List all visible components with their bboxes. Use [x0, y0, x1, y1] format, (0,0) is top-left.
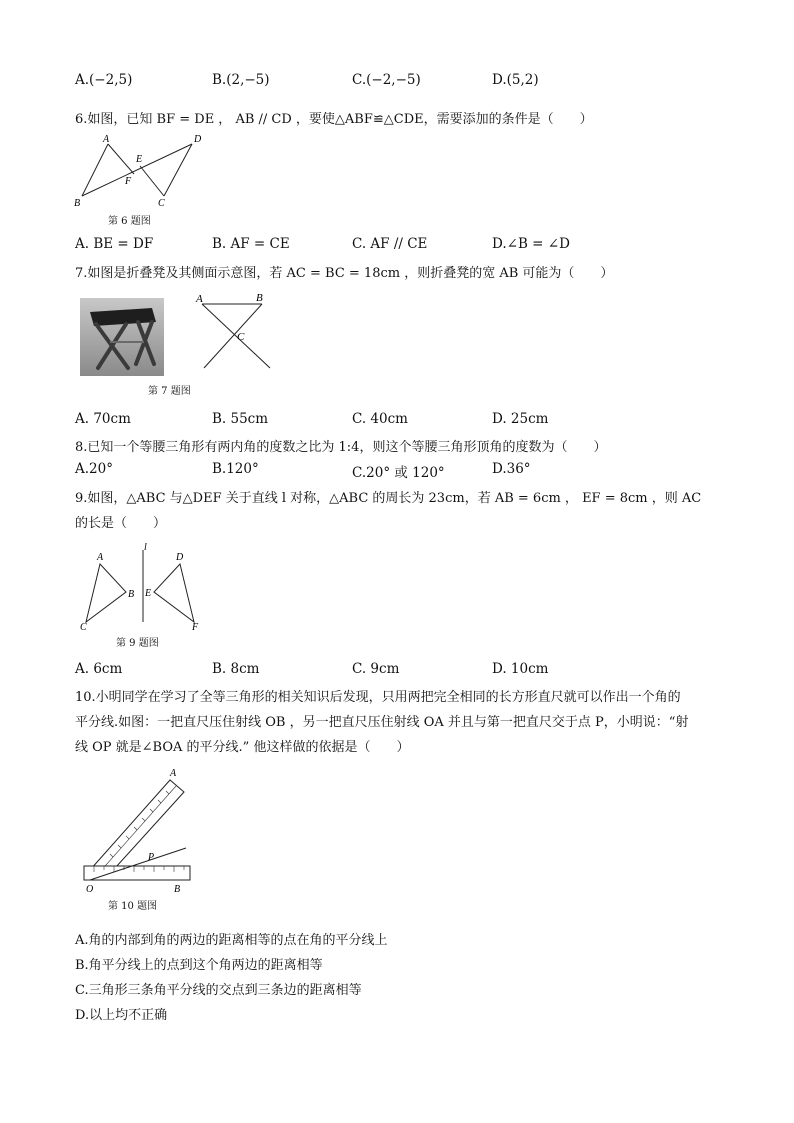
q9-stem-line2: 的长是（ ） [75, 516, 167, 531]
q9-triangle-def [154, 564, 194, 622]
q7-label-a: A [196, 293, 203, 305]
q9-option-a: A. 6cm [75, 661, 123, 677]
q9-label-c: C [80, 622, 87, 632]
q7-label-b: B [256, 292, 263, 304]
q10-option-b: B.角平分线上的点到这个角两边的距离相等 [75, 958, 323, 973]
q9-option-d: D. 10cm [492, 661, 549, 677]
q6-seg-ab [82, 144, 108, 196]
q7-option-a: A. 70cm [75, 411, 131, 427]
q9-label-f: F [192, 622, 199, 632]
q9-option-c: C. 9cm [352, 661, 400, 677]
q10-stem-line1: 10.小明同学在学习了全等三角形的相关知识后发现，只用两把完全相同的长方形直尺就可以作出一个角的 [75, 690, 681, 705]
q9-label-a: A [97, 552, 104, 563]
q10-option-c: C.三角形三条角平分线的交点到三条边的距离相等 [75, 983, 362, 998]
q6-figure [70, 130, 220, 212]
q10-label-o: O [86, 884, 94, 894]
q6-seg-ce [140, 166, 164, 196]
q6-label-d: D [194, 134, 202, 145]
q8-option-d: D.36° [492, 461, 531, 477]
q5-option-b: B.(2,−5) [212, 72, 270, 88]
q8-option-b: B.120° [212, 461, 259, 477]
q7-caption: 第 7 题图 [148, 386, 191, 397]
q6-label-e: E [136, 154, 143, 165]
q9-stem-line1: 9.如图，△ABC 与△DEF 关于直线 l 对称，△ABC 的周长为 23cm，若 AB = 6cm ， EF = 8cm ，则 AC [75, 491, 702, 506]
q8-stem: 8.已知一个等腰三角形有两内角的度数之比为 1:4，则这个等腰三角形顶角的度数为（ ） [75, 440, 607, 455]
q9-triangle-abc [86, 564, 126, 622]
q7-option-c: C. 40cm [352, 411, 408, 427]
q6-caption: 第 6 题图 [108, 216, 151, 227]
q7-option-d: D. 25cm [492, 411, 549, 427]
q7-stool-photo [80, 298, 164, 376]
q6-label-a: A [103, 134, 110, 145]
q7-stem: 7.如图是折叠凳及其侧面示意图，若 AC = BC = 18cm ，则折叠凳的宽 AB 可能为（ ） [75, 266, 614, 281]
q6-option-c: C. AF // CE [352, 236, 428, 252]
q6-option-d: D.∠B = ∠D [492, 236, 570, 252]
q5-option-a: A.(−2,5) [75, 72, 133, 88]
q5-option-c: C.(−2,−5) [352, 72, 421, 88]
q5-option-d: D.(5,2) [492, 72, 539, 88]
q6-option-b: B. AF = CE [212, 236, 290, 252]
q10-label-a: A [170, 768, 177, 779]
q10-ruler-oa [90, 780, 184, 878]
q7-option-b: B. 55cm [212, 411, 269, 427]
q10-ruler-ob [84, 866, 190, 880]
q9-caption: 第 9 题图 [116, 638, 159, 649]
q8-option-c: C.20° 或 120° [352, 465, 445, 481]
q9-label-d: D [176, 552, 184, 563]
q10-stem-line2: 平分线.如图：一把直尺压住射线 OB ，另一把直尺压住射线 OA 并且与第一把直尺交于点 P，小明说：“射 [75, 715, 689, 730]
q6-stem: 6.如图，已知 BF = DE ， AB // CD ，要使△ABF≌△CDE，需要添加的条件是（ ） [75, 112, 593, 127]
q9-label-l: l [144, 542, 147, 553]
q10-option-a: A.角的内部到角的两边的距离相等的点在角的平分线上 [75, 933, 388, 948]
q6-seg-af [108, 144, 134, 174]
q6-option-a: A. BE = DF [75, 236, 154, 252]
q6-seg-dc [164, 144, 192, 196]
q10-option-d: D.以上均不正确 [75, 1008, 168, 1023]
q9-label-b: B [128, 589, 135, 600]
q6-label-f: F [125, 176, 132, 187]
q8-option-a: A.20° [75, 461, 113, 477]
q6-label-b: B [74, 198, 81, 209]
q7-label-c: C [237, 331, 245, 343]
q9-label-e: E [145, 588, 152, 599]
q10-figure [80, 762, 196, 894]
q10-label-b: B [174, 884, 181, 894]
q6-label-c: C [158, 198, 165, 209]
q10-label-p: P [148, 852, 155, 863]
q9-option-b: B. 8cm [212, 661, 260, 677]
q10-caption: 第 10 题图 [108, 901, 158, 912]
q10-stem-line3: 线 OP 就是∠BOA 的平分线.” 他这样做的依据是（ ） [75, 740, 410, 755]
q7-figure [192, 290, 282, 374]
q6-seg-bd [82, 144, 192, 196]
q9-figure [76, 540, 210, 632]
